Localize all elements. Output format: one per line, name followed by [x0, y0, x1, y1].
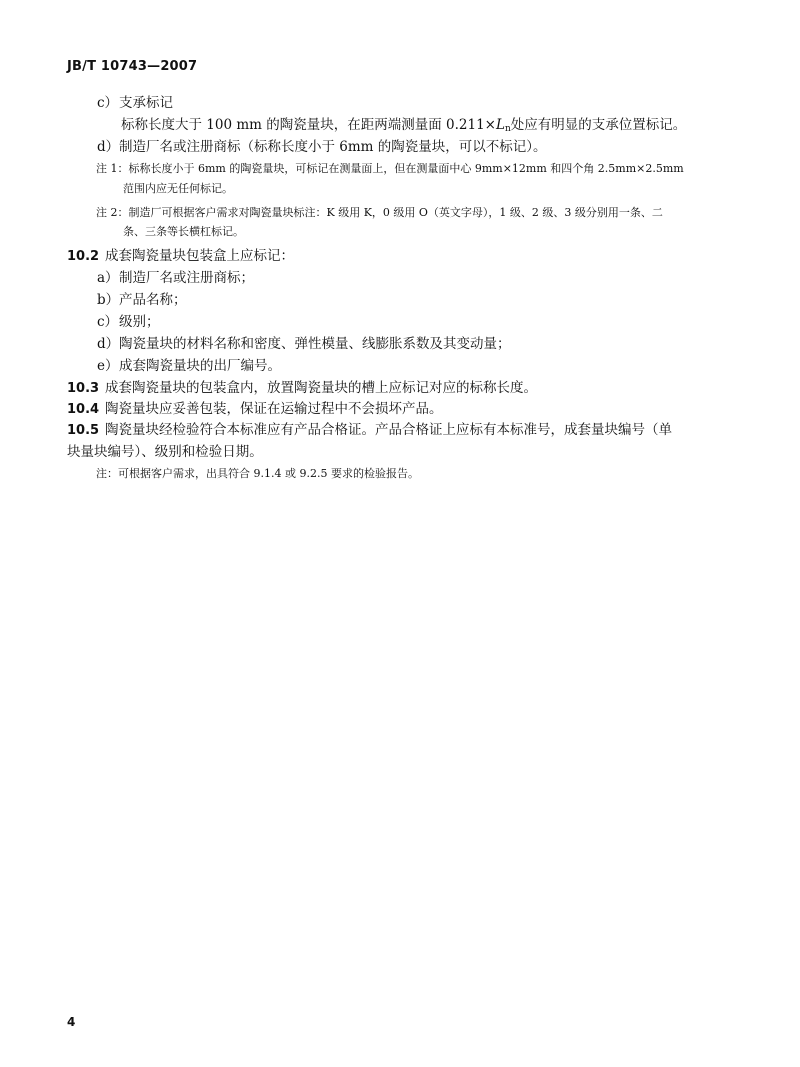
list-item-text: 成套陶瓷量块的出厂编号。	[119, 358, 281, 374]
section-10-5-line-2: 块量块编号）、级别和检验日期。	[67, 444, 263, 460]
section-10-5-text-line-1: 陶瓷量块经检验符合本标准应有产品合格证。产品合格证上应标有本标准号，成套量块编号（单	[105, 422, 672, 438]
list-item	[97, 356, 281, 376]
section-10-2-heading	[67, 246, 294, 267]
item-c-label: c）	[97, 95, 119, 111]
section-10-4-text: 陶瓷量块应妥善包装，保证在运输过程中不会损坏产品。	[105, 401, 443, 417]
section-10-2-title: 成套陶瓷量块包装盒上应标记：	[105, 248, 294, 264]
section-10-2-number: 10.2	[67, 249, 100, 264]
section-10-3-text: 成套陶瓷量块的包装盒内，放置陶瓷量块的槽上应标记对应的标称长度。	[105, 380, 537, 396]
item-c-text: 支承标记	[119, 95, 173, 111]
section-10-3-number: 10.3	[67, 381, 100, 396]
item-c-body-sub: n	[504, 124, 511, 134]
section-10-4-number: 10.4	[67, 402, 100, 417]
list-item-text: 产品名称；	[119, 292, 187, 308]
section-10-5-note: 注：可根据客户需求，出具符合 9.1.4 或 9.2.5 要求的检验报告。	[96, 467, 419, 480]
item-c	[97, 93, 173, 113]
section-10-4	[67, 399, 443, 420]
note-1-line-1: 注 1：标称长度小于 6mm 的陶瓷量块，可标记在测量面上，但在测量面中心 9mm×12mm 和四个角 2.5mm×2.5mm	[96, 162, 684, 175]
page-number: 4	[67, 1015, 76, 1029]
item-c-body-pre: 标称长度大于 100 mm 的陶瓷量块，在距两端测量面 0.211×	[121, 117, 496, 133]
list-item-label: d）	[97, 336, 120, 352]
item-c-body	[121, 115, 686, 139]
note-1-line-2: 范围内应无任何标记。	[123, 182, 233, 195]
note-2-line-1: 注 2：制造厂可根据客户需求对陶瓷量块标注：K 级用 K，0 级用 O（英文字母），1 级、2 级、3 级分别用一条、二	[96, 206, 663, 219]
note-2-line-2: 条、三条等长横杠标记。	[123, 225, 244, 238]
standard-number-header: JB/T 10743—2007	[67, 59, 198, 74]
item-d-text: 制造厂名或注册商标（标称长度小于 6mm 的陶瓷量块，可以不标记）。	[119, 139, 547, 155]
section-10-3	[67, 378, 537, 399]
section-10-5-number: 10.5	[67, 423, 100, 438]
list-item-text: 级别；	[119, 314, 160, 330]
list-item-text: 制造厂名或注册商标；	[119, 270, 254, 286]
list-item	[97, 268, 254, 288]
list-item	[97, 290, 187, 310]
list-item-text: 陶瓷量块的材料名称和密度、弹性模量、线膨胀系数及其变动量；	[119, 336, 511, 352]
list-item-label: e）	[97, 358, 119, 374]
list-item-label: c）	[97, 314, 119, 330]
list-item	[97, 334, 511, 354]
item-d	[97, 137, 547, 157]
list-item-label: b）	[97, 292, 120, 308]
item-c-body-var: L	[496, 117, 505, 133]
list-item-label: a）	[97, 270, 119, 286]
section-10-5-line-1	[67, 420, 672, 441]
item-c-body-post: 处应有明显的支承位置标记。	[510, 117, 687, 133]
item-d-label: d）	[97, 139, 120, 155]
list-item	[97, 312, 160, 332]
